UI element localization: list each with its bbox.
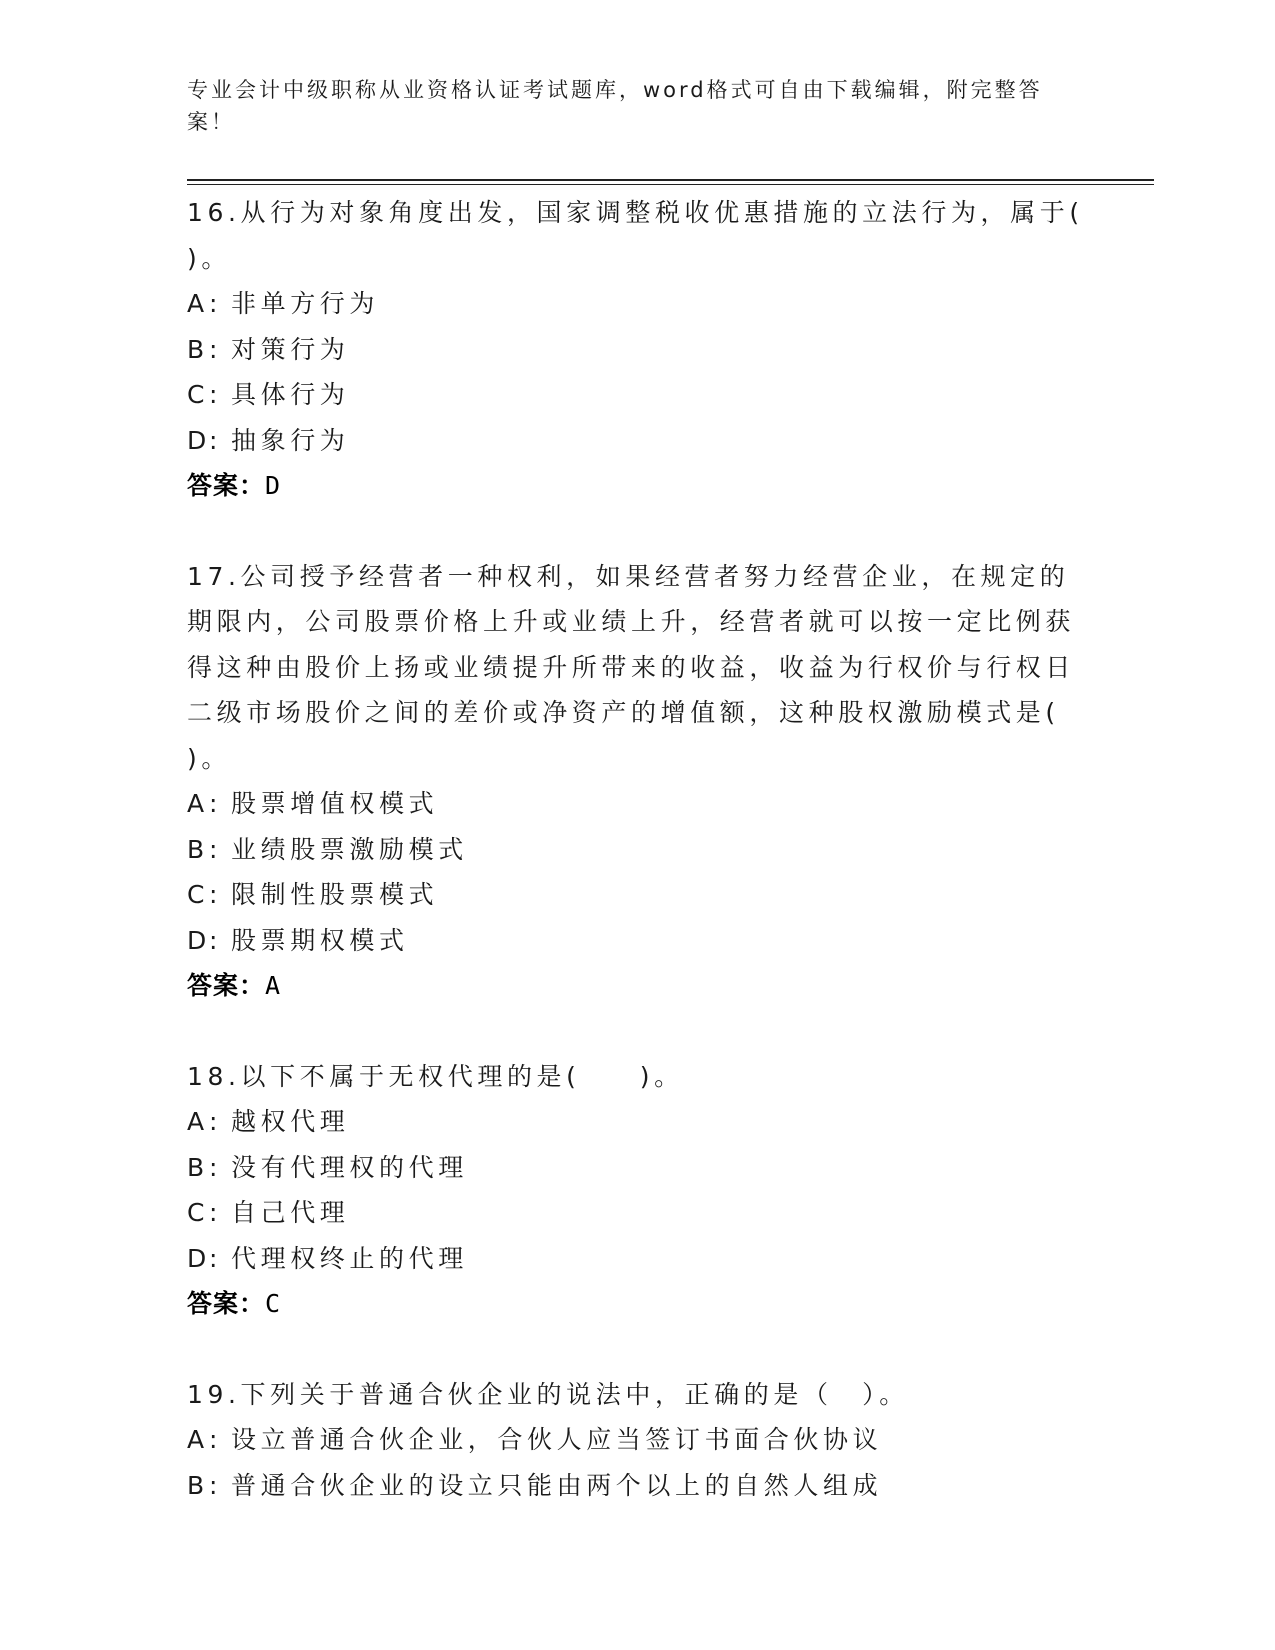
question-16 [187, 190, 1087, 509]
option-colon: : [209, 380, 218, 409]
option-d [187, 418, 1087, 464]
option-letter: B [187, 1470, 205, 1500]
option-colon: : [209, 789, 218, 818]
option-text: 股票增值权模式 [231, 789, 439, 818]
option-a [187, 781, 1087, 827]
answer-label: 答案： [187, 971, 266, 1000]
option-colon: : [209, 334, 218, 364]
option-text: 非单方行为 [231, 289, 380, 318]
option-colon: : [209, 1198, 218, 1227]
option-text: 自己代理 [231, 1198, 350, 1227]
question-text: 19.下列关于普通合伙企业的说法中，正确的是（ ）。 [187, 1379, 909, 1409]
answer-line [187, 463, 1087, 509]
question-18 [187, 1054, 1087, 1327]
question-gap [187, 1009, 1087, 1054]
option-b [187, 1463, 1087, 1509]
option-letter: B [187, 834, 205, 864]
header-rule-thick [187, 179, 1154, 181]
option-text: 抽象行为 [231, 425, 350, 455]
option-text: 代理权终止的代理 [231, 1243, 468, 1273]
option-colon: : [209, 289, 218, 318]
answer-line [187, 963, 1087, 1009]
option-text: 对策行为 [231, 334, 350, 364]
answer-value: A [265, 971, 282, 1000]
option-letter: B [187, 1152, 205, 1182]
option-d [187, 918, 1087, 964]
answer-value: D [265, 471, 282, 500]
option-letter: D [187, 1243, 207, 1273]
option-a [187, 1417, 1087, 1463]
question-17 [187, 554, 1087, 1009]
option-letter: B [187, 334, 205, 364]
question-text: 17.公司授予经营者一种权利，如果经营者努力经营企业，在规定的期限内，公司股票价格上升或业绩上升，经营者就可以按一定比例获得这种由股价上扬或业绩提升所带来的收益，收益为行权价与行权日二级市场股价之间的差价或净资产的增值额，这种股权激励模式是( )。 [187, 561, 1076, 773]
option-letter: A [187, 1425, 205, 1454]
answer-label: 答案： [187, 1289, 266, 1318]
answer-value: C [265, 1289, 282, 1318]
option-b [187, 827, 1087, 873]
option-text: 业绩股票激励模式 [231, 834, 468, 864]
option-text: 普通合伙企业的设立只能由两个以上的自然人组成 [231, 1470, 883, 1500]
option-text: 限制性股票模式 [231, 880, 439, 909]
option-d [187, 1236, 1087, 1282]
option-colon: : [209, 1425, 218, 1454]
header-rule-thin [187, 184, 1154, 185]
option-b [187, 327, 1087, 373]
option-letter: D [187, 925, 207, 955]
option-colon: : [209, 880, 218, 909]
option-text: 股票期权模式 [231, 925, 409, 955]
option-text: 具体行为 [231, 380, 350, 409]
option-colon: : [209, 1107, 218, 1136]
option-c [187, 1190, 1087, 1236]
option-colon: : [209, 1470, 218, 1500]
option-colon: : [209, 1243, 218, 1273]
page-header: 专业会计中级职称从业资格认证考试题库，word格式可自由下载编辑，附完整答案！ [187, 78, 1043, 134]
option-text: 越权代理 [231, 1107, 350, 1136]
option-c [187, 872, 1087, 918]
option-letter: A [187, 1107, 205, 1136]
option-c [187, 372, 1087, 418]
option-a [187, 281, 1087, 327]
option-colon: : [209, 925, 218, 955]
option-colon: : [209, 425, 218, 455]
option-letter: A [187, 789, 205, 818]
option-colon: : [209, 1152, 218, 1182]
option-letter: A [187, 289, 205, 318]
option-a [187, 1099, 1087, 1145]
option-text: 没有代理权的代理 [231, 1152, 468, 1182]
option-letter: C [187, 1198, 205, 1227]
option-letter: C [187, 880, 205, 909]
question-19 [187, 1372, 1087, 1509]
option-letter: D [187, 425, 207, 455]
option-b [187, 1145, 1087, 1191]
answer-line [187, 1281, 1087, 1327]
question-list [187, 190, 1087, 1508]
question-text: 16.从行为对象角度出发，国家调整税收优惠措施的立法行为，属于( )。 [187, 198, 1084, 273]
question-gap [187, 1327, 1087, 1372]
option-letter: C [187, 380, 205, 409]
option-text: 设立普通合伙企业，合伙人应当签订书面合伙协议 [231, 1425, 883, 1454]
question-text: 18.以下不属于无权代理的是( )。 [187, 1061, 684, 1091]
answer-label: 答案： [187, 471, 266, 500]
question-gap [187, 509, 1087, 554]
option-colon: : [209, 834, 218, 864]
